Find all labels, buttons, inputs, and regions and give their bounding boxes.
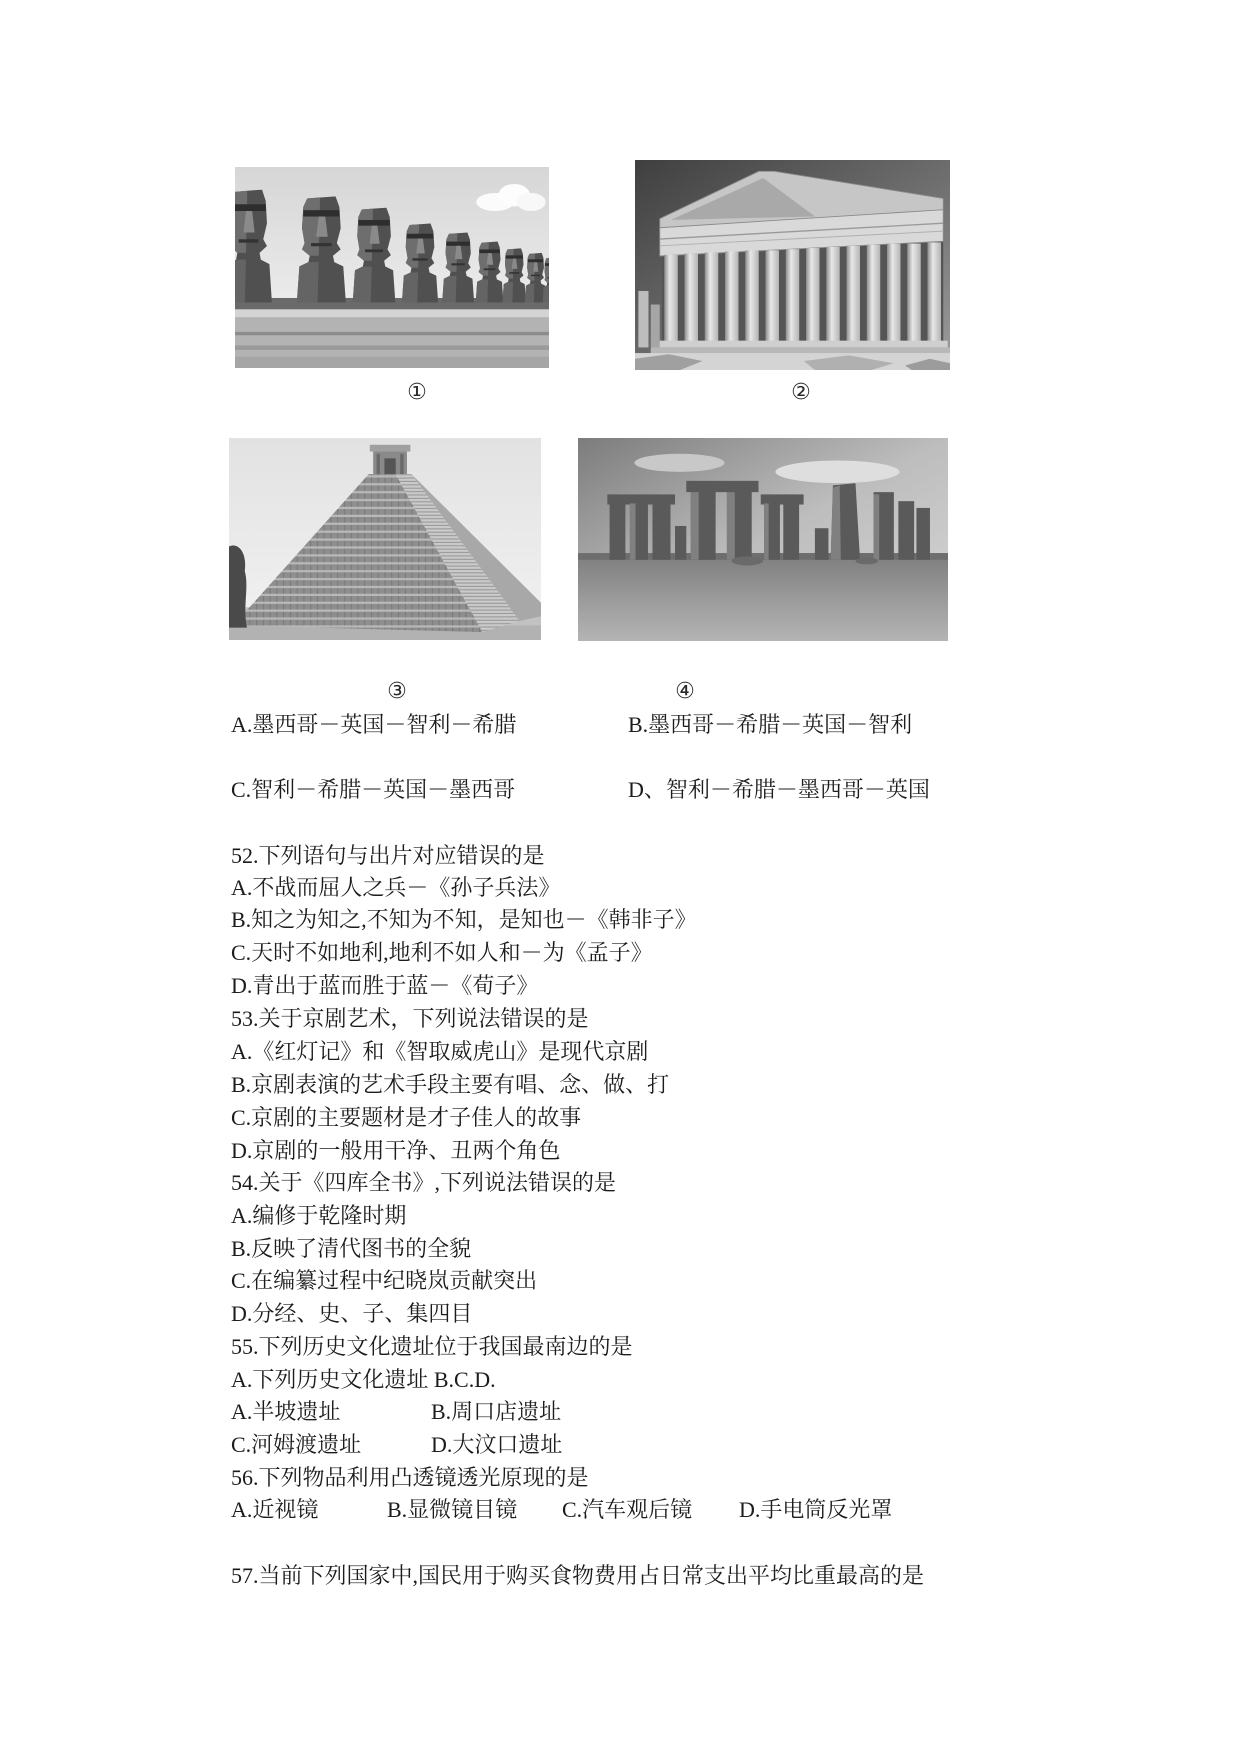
question-52-stem: 52.下列语句与出片对应错误的是	[231, 843, 545, 868]
grass	[578, 555, 948, 641]
question-55-option-d: D.大汶口遗址	[431, 1432, 563, 1457]
moai-statue	[525, 253, 546, 303]
moai-statue	[297, 196, 346, 302]
question-54-option-c: C.在编纂过程中纪晓岚贡献突出	[231, 1268, 538, 1293]
column	[725, 251, 739, 342]
column	[664, 255, 678, 343]
question-55-option-c: C.河姆渡遗址	[231, 1432, 362, 1457]
question-54-option-b: B.反映了清代图书的全貌	[231, 1236, 472, 1261]
figure-option-a: A.墨西哥－英国－智利－希腊	[231, 712, 517, 737]
column	[907, 244, 921, 343]
figure-option-c: C.智利－希腊－英国－墨西哥	[231, 777, 516, 802]
column	[867, 245, 881, 343]
moai-statue	[353, 208, 396, 303]
parthenon-image	[635, 160, 950, 370]
stone	[675, 526, 686, 560]
stonehenge-image	[578, 438, 948, 641]
question-53-stem: 53.关于京剧艺术，下列说法错误的是	[231, 1006, 589, 1031]
moai-statues-image	[235, 167, 549, 368]
question-53-option-b: B.京剧表演的艺术手段主要有唱、念、做、打	[231, 1072, 670, 1097]
figure-label-2: ②	[791, 380, 811, 405]
question-53-option-c: C.京剧的主要题材是才子佳人的故事	[231, 1105, 582, 1130]
stylobate	[651, 341, 950, 355]
question-52-option-a: A.不战而屈人之兵－《孙子兵法》	[231, 875, 561, 900]
question-56-option-d: D.手电筒反光罩	[739, 1497, 893, 1522]
question-56-option-b: B.显微镜目镜	[387, 1497, 518, 1522]
question-55-note: A.下列历史文化遗址 B.C.D.	[231, 1367, 496, 1392]
figure-option-b: B.墨西哥－希腊－英国－智利	[628, 712, 913, 737]
figure-label-3: ③	[387, 679, 407, 704]
stone	[652, 503, 670, 559]
question-52-option-c: C.天时不如地利,地利不如人和－为《孟子》	[231, 940, 653, 965]
question-56-stem: 56.下列物品利用凸透镜透光原现的是	[231, 1465, 589, 1490]
parthenon-photo	[635, 160, 950, 370]
question-54-stem: 54.关于《四库全书》,下列说法错误的是	[231, 1170, 617, 1195]
question-54-option-d: D.分经、史、子、集四目	[231, 1301, 473, 1326]
question-52-option-b: B.知之为知之,不知为不知，是知也－《韩非子》	[231, 907, 697, 932]
temple-interior	[662, 239, 943, 345]
column	[806, 248, 820, 343]
moai-statue	[503, 248, 526, 302]
pyramid-image	[229, 438, 541, 640]
column	[847, 246, 861, 343]
lintel	[607, 494, 675, 504]
lintel	[761, 494, 804, 504]
column	[685, 254, 699, 343]
lintel	[686, 481, 758, 492]
ground	[235, 307, 549, 368]
column	[786, 249, 800, 343]
figure-label-4: ④	[675, 679, 695, 704]
summit-temple	[370, 445, 411, 474]
column	[826, 247, 840, 343]
stone	[898, 501, 914, 560]
column	[928, 242, 942, 342]
question-53-option-d: D.京剧的一般用干净、丑两个角色	[231, 1138, 561, 1163]
column	[705, 253, 719, 343]
figure-label-1: ①	[407, 380, 427, 405]
question-53-option-a: A.《红灯记》和《智取威虎山》是现代京剧	[231, 1039, 649, 1064]
question-55-stem: 55.下列历史文化遗址位于我国最南边的是	[231, 1334, 633, 1359]
chichen-itza-pyramid-photo	[229, 438, 541, 640]
question-55-option-b: B.周口店遗址	[431, 1399, 562, 1424]
stone	[815, 528, 829, 560]
stone	[783, 503, 799, 559]
moai-statues-photo	[235, 167, 549, 368]
question-56-option-a: A.近视镜	[231, 1497, 319, 1522]
stone	[916, 508, 930, 560]
moai-statue	[476, 242, 504, 303]
question-56-option-c: C.汽车观后镜	[562, 1497, 693, 1522]
foreground-rocks	[635, 353, 950, 370]
figure-option-d: D、智利－希腊－墨西哥－英国	[628, 777, 930, 802]
stone	[610, 503, 626, 559]
column	[887, 244, 901, 343]
moai-statue	[402, 223, 438, 302]
stonehenge-photo	[578, 438, 948, 641]
column	[745, 250, 759, 343]
question-57-stem: 57.当前下列国家中,国民用于购买食物费用占日常支出平均比重最高的是	[231, 1563, 925, 1588]
tree	[229, 545, 247, 627]
question-55-option-a: A.半坡遗址	[231, 1399, 341, 1424]
question-54-option-a: A.编修于乾隆时期	[231, 1203, 407, 1228]
column	[766, 250, 780, 343]
question-52-option-d: D.青出于蓝而胜于蓝－《荀子》	[231, 973, 539, 998]
moai-statue	[442, 232, 474, 302]
